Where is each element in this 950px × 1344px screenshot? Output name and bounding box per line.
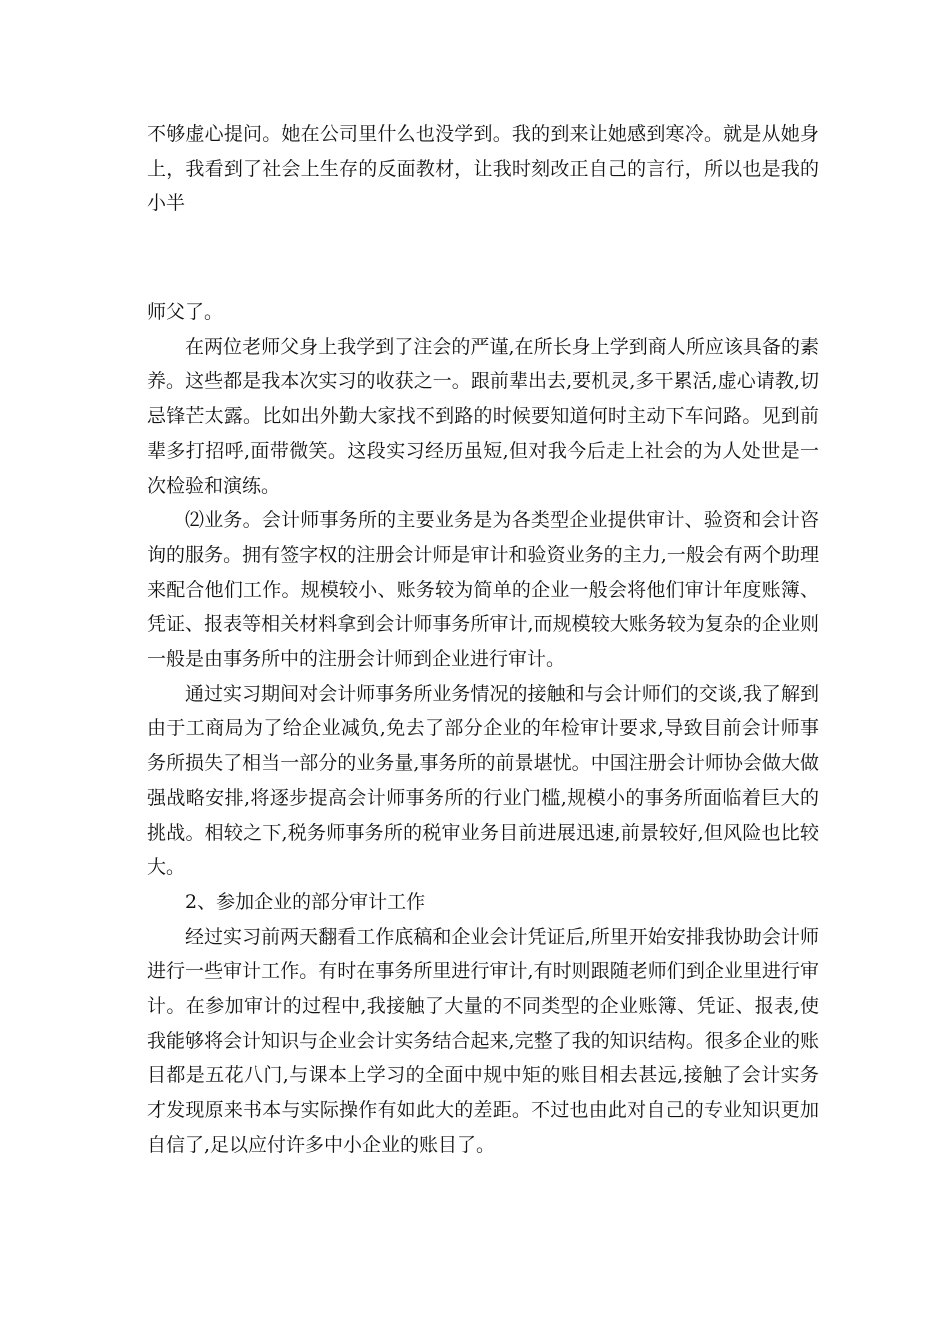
main-text-block — [147, 295, 819, 1163]
page-top-text-block — [147, 117, 819, 221]
section-heading-audit-work: 2、参加企业的部分审计工作 — [185, 890, 426, 913]
paragraph-industry-outlook: 通过实习期间对会计师事务所业务情况的接触和与会计师们的交谈,我了解到由于工商局为了给企业减负,免去了部分企业的年检审计要求,导致目前会计师事务所损失了相当一部分的业务量,事务所的前景堪忧。中国注册会计师协会做大做强战略安排,将逐步提高会计师事务所的行业门槛,规模小的事务所面临着巨大的挑战。相较之下,税务师事务所的税审业务目前进展迅速,前景较好,但风险也比较大。 — [147, 682, 819, 879]
paragraph-mentors: 在两位老师父身上我学到了注会的严谨,在所长身上学到商人所应该具备的素养。这些都是我本次实习的收获之一。跟前辈出去,要机灵,多干累活,虚心请教,切忌锋芒太露。比如出外勤大家找不到路的时候要知道何时主动下车问路。见到前辈多打招呼,面带微笑。这段实习经历虽短,但对我今后走上社会的为人处世是一次检验和演练。 — [147, 335, 819, 497]
paragraph-audit-experience: 经过实习前两天翻看工作底稿和企业会计凭证后,所里开始安排我协助会计师进行一些审计工作。有时在事务所里进行审计,有时则跟随老师们到企业里进行审计。在参加审计的过程中,我接触了大量的不同类型的企业账簿、凭证、报表,使我能够将会计知识与企业会计实务结合起来,完整了我的知识结构。很多企业的账目都是五花八门,与课本上学习的全面中规中矩的账目相去甚远,接触了会计实务才发现原来书本与实际操作有如此大的差距。不过也由此对自己的专业知识更加自信了,足以应付许多中小企业的账目了。 — [147, 925, 819, 1156]
paragraph-continuation: 师父了。 — [147, 301, 224, 323]
paragraph-business: ⑵业务。会计师事务所的主要业务是为各类型企业提供审计、验资和会计咨询的服务。拥有签字权的注册会计师是审计和验资业务的主力,一般会有两个助理来配合他们工作。规模较小、账务较为简单的企业一般会将他们审计年度账簿、凭证、报表等相关材料拿到会计师事务所审计,而规模较大账务较为复杂的企业则一般是由事务所中的注册会计师到企业进行审计。 — [147, 509, 819, 671]
continued-paragraph: 不够虚心提问。她在公司里什么也没学到。我的到来让她感到寒冷。就是从她身上，我看到了社会上生存的反面教材，让我时刻改正自己的言行，所以也是我的小半 — [147, 123, 819, 215]
